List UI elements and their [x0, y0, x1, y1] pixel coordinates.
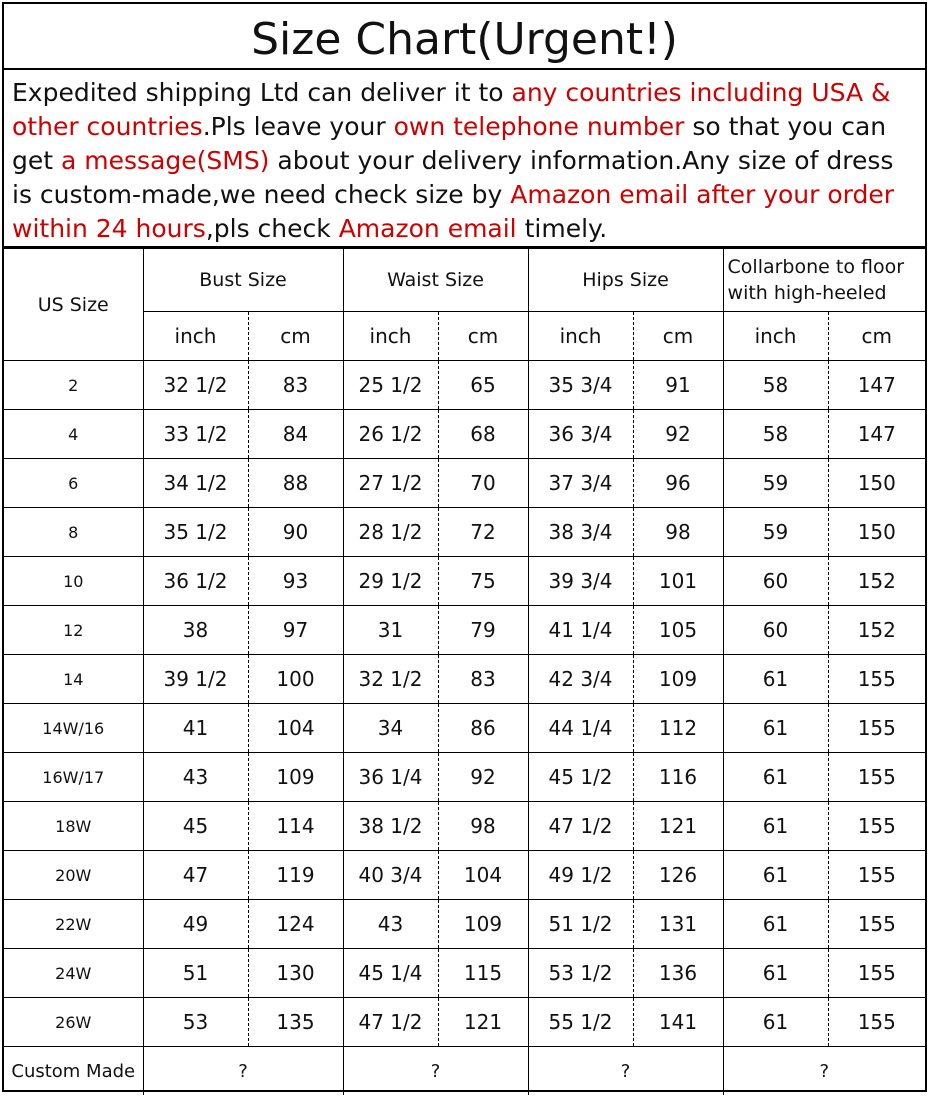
measurement-cell: 44 1/4 — [528, 704, 633, 753]
notice-segment: timely. — [516, 214, 608, 243]
measurement-cell: 27 1/2 — [343, 459, 438, 508]
measurement-cell: 91 — [633, 361, 723, 410]
measurement-cell: 53 — [143, 998, 248, 1047]
measurement-cell: 38 1/2 — [343, 802, 438, 851]
measurement-cell: 65 — [438, 361, 528, 410]
measurement-cell: 32 1/2 — [343, 655, 438, 704]
custom-made-value: ? — [343, 1047, 528, 1096]
unit-header: inch — [343, 312, 438, 361]
measurement-cell: 114 — [248, 802, 343, 851]
measurement-cell: 61 — [723, 753, 828, 802]
notice-highlight: own telephone number — [393, 112, 685, 141]
measurement-cell: 83 — [438, 655, 528, 704]
unit-header: cm — [633, 312, 723, 361]
measurement-cell: 36 3/4 — [528, 410, 633, 459]
us-size-cell: 22W — [4, 900, 143, 949]
measurement-cell: 124 — [248, 900, 343, 949]
notice-highlight: Amazon email after your order within 24 hours — [12, 180, 895, 243]
measurement-cell: 34 — [343, 704, 438, 753]
measurement-cell: 58 — [723, 361, 828, 410]
waist-size-header: Waist Size — [343, 249, 528, 312]
measurement-cell: 115 — [438, 949, 528, 998]
unit-header: cm — [438, 312, 528, 361]
measurement-cell: 121 — [633, 802, 723, 851]
table-row — [4, 851, 925, 900]
measurement-cell: 42 3/4 — [528, 655, 633, 704]
measurement-cell: 155 — [828, 900, 925, 949]
measurement-cell: 131 — [633, 900, 723, 949]
measurement-cell: 92 — [633, 410, 723, 459]
table-row — [4, 606, 925, 655]
measurement-cell: 41 1/4 — [528, 606, 633, 655]
table-row — [4, 410, 925, 459]
collarbone-header: Collarbone to floor with high-heeled — [723, 249, 925, 312]
custom-made-value: ? — [723, 1047, 925, 1096]
measurement-cell: 141 — [633, 998, 723, 1047]
measurement-cell: 51 — [143, 949, 248, 998]
table-row — [4, 802, 925, 851]
us-size-cell: 24W — [4, 949, 143, 998]
measurement-cell: 36 1/2 — [143, 557, 248, 606]
measurement-cell: 33 1/2 — [143, 410, 248, 459]
measurement-cell: 53 1/2 — [528, 949, 633, 998]
measurement-cell: 155 — [828, 802, 925, 851]
measurement-cell: 61 — [723, 655, 828, 704]
measurement-cell: 93 — [248, 557, 343, 606]
measurement-cell: 104 — [438, 851, 528, 900]
measurement-cell: 72 — [438, 508, 528, 557]
measurement-cell: 35 3/4 — [528, 361, 633, 410]
measurement-cell: 55 1/2 — [528, 998, 633, 1047]
unit-header: inch — [528, 312, 633, 361]
notice-highlight: Amazon email — [338, 214, 517, 243]
measurement-cell: 155 — [828, 851, 925, 900]
measurement-cell: 155 — [828, 949, 925, 998]
notice-segment: Expedited shipping Ltd can deliver it to — [12, 78, 512, 107]
measurement-cell: 43 — [143, 753, 248, 802]
measurement-cell: 37 3/4 — [528, 459, 633, 508]
notice-segment: .Pls leave your — [202, 112, 394, 141]
measurement-cell: 135 — [248, 998, 343, 1047]
measurement-cell: 92 — [438, 753, 528, 802]
us-size-cell: 4 — [4, 410, 143, 459]
measurement-cell: 60 — [723, 606, 828, 655]
measurement-cell: 47 — [143, 851, 248, 900]
page-title: Size Chart(Urgent!) — [4, 4, 925, 70]
table-row — [4, 459, 925, 508]
measurement-cell: 98 — [438, 802, 528, 851]
table-row — [4, 508, 925, 557]
size-chart — [2, 2, 927, 1092]
measurement-cell: 147 — [828, 361, 925, 410]
measurement-cell: 70 — [438, 459, 528, 508]
measurement-cell: 47 1/2 — [528, 802, 633, 851]
us-size-cell: 18W — [4, 802, 143, 851]
measurement-cell: 112 — [633, 704, 723, 753]
measurement-cell: 28 1/2 — [343, 508, 438, 557]
measurement-cell: 152 — [828, 557, 925, 606]
measurement-cell: 61 — [723, 998, 828, 1047]
measurement-cell: 147 — [828, 410, 925, 459]
us-size-cell: 16W/17 — [4, 753, 143, 802]
table-row — [4, 998, 925, 1047]
measurement-cell: 32 1/2 — [143, 361, 248, 410]
notice-highlight: any countries including USA & other countries — [12, 78, 891, 141]
bust-size-header: Bust Size — [143, 249, 343, 312]
us-size-cell: 14 — [4, 655, 143, 704]
measurement-cell: 86 — [438, 704, 528, 753]
measurement-cell: 41 — [143, 704, 248, 753]
measurement-cell: 88 — [248, 459, 343, 508]
measurement-cell: 49 — [143, 900, 248, 949]
measurement-cell: 155 — [828, 704, 925, 753]
table-row — [4, 557, 925, 606]
measurement-cell: 116 — [633, 753, 723, 802]
unit-header: cm — [248, 312, 343, 361]
unit-header: inch — [143, 312, 248, 361]
measurement-cell: 79 — [438, 606, 528, 655]
measurement-cell: 109 — [248, 753, 343, 802]
measurement-cell: 43 — [343, 900, 438, 949]
measurement-cell: 29 1/2 — [343, 557, 438, 606]
unit-header: cm — [828, 312, 925, 361]
measurement-cell: 49 1/2 — [528, 851, 633, 900]
us-size-header: US Size — [4, 249, 143, 361]
measurement-cell: 155 — [828, 753, 925, 802]
table-row — [4, 949, 925, 998]
table-units-row — [4, 312, 925, 361]
hips-size-header: Hips Size — [528, 249, 723, 312]
measurement-cell: 26 1/2 — [343, 410, 438, 459]
notice-segment: so that you can get — [12, 112, 887, 175]
table-row — [4, 900, 925, 949]
us-size-cell: 26W — [4, 998, 143, 1047]
measurement-cell: 75 — [438, 557, 528, 606]
measurement-cell: 136 — [633, 949, 723, 998]
measurement-cell: 45 1/2 — [528, 753, 633, 802]
notice-segment: ,pls check — [205, 214, 339, 243]
measurement-cell: 38 — [143, 606, 248, 655]
measurement-cell: 109 — [438, 900, 528, 949]
measurement-cell: 121 — [438, 998, 528, 1047]
measurement-cell: 59 — [723, 459, 828, 508]
measurement-cell: 61 — [723, 949, 828, 998]
measurement-cell: 90 — [248, 508, 343, 557]
us-size-cell: 10 — [4, 557, 143, 606]
notice-highlight: a message(SMS) — [61, 146, 270, 175]
measurement-cell: 97 — [248, 606, 343, 655]
custom-made-value: ? — [528, 1047, 723, 1096]
table-row — [4, 361, 925, 410]
measurement-cell: 105 — [633, 606, 723, 655]
measurement-cell: 155 — [828, 998, 925, 1047]
measurement-cell: 61 — [723, 802, 828, 851]
us-size-cell: 6 — [4, 459, 143, 508]
measurement-cell: 58 — [723, 410, 828, 459]
measurement-cell: 155 — [828, 655, 925, 704]
measurement-cell: 126 — [633, 851, 723, 900]
measurement-cell: 47 1/2 — [343, 998, 438, 1047]
measurement-cell: 59 — [723, 508, 828, 557]
measurement-cell: 109 — [633, 655, 723, 704]
table-header-row — [4, 249, 925, 312]
us-size-cell: 2 — [4, 361, 143, 410]
custom-made-value: ? — [143, 1047, 343, 1096]
measurement-cell: 38 3/4 — [528, 508, 633, 557]
measurement-cell: 119 — [248, 851, 343, 900]
measurement-cell: 98 — [633, 508, 723, 557]
measurement-cell: 51 1/2 — [528, 900, 633, 949]
measurement-cell: 39 3/4 — [528, 557, 633, 606]
us-size-cell: 12 — [4, 606, 143, 655]
unit-header: inch — [723, 312, 828, 361]
us-size-cell: 20W — [4, 851, 143, 900]
measurement-cell: 68 — [438, 410, 528, 459]
measurement-cell: 45 1/4 — [343, 949, 438, 998]
measurement-cell: 101 — [633, 557, 723, 606]
measurement-cell: 60 — [723, 557, 828, 606]
measurement-cell: 35 1/2 — [143, 508, 248, 557]
us-size-cell: 14W/16 — [4, 704, 143, 753]
custom-made-label: Custom Made — [4, 1047, 143, 1096]
measurement-cell: 25 1/2 — [343, 361, 438, 410]
table-row — [4, 704, 925, 753]
table-row — [4, 655, 925, 704]
measurement-cell: 61 — [723, 704, 828, 753]
measurement-cell: 150 — [828, 508, 925, 557]
measurement-cell: 152 — [828, 606, 925, 655]
us-size-cell: 8 — [4, 508, 143, 557]
measurement-cell: 36 1/4 — [343, 753, 438, 802]
measurement-cell: 130 — [248, 949, 343, 998]
measurement-cell: 96 — [633, 459, 723, 508]
measurement-cell: 61 — [723, 851, 828, 900]
measurement-cell: 150 — [828, 459, 925, 508]
measurement-cell: 61 — [723, 900, 828, 949]
measurement-cell: 31 — [343, 606, 438, 655]
notice-segment: about your delivery information.Any size of dress is custom-made,we need check size by — [12, 146, 894, 209]
measurement-cell: 34 1/2 — [143, 459, 248, 508]
measurement-cell: 45 — [143, 802, 248, 851]
shipping-notice — [4, 70, 925, 248]
table-row — [4, 753, 925, 802]
measurement-cell: 100 — [248, 655, 343, 704]
measurement-cell: 40 3/4 — [343, 851, 438, 900]
measurement-cell: 83 — [248, 361, 343, 410]
measurement-cell: 84 — [248, 410, 343, 459]
custom-made-row — [4, 1047, 925, 1096]
size-table — [4, 248, 925, 1095]
measurement-cell: 104 — [248, 704, 343, 753]
measurement-cell: 39 1/2 — [143, 655, 248, 704]
